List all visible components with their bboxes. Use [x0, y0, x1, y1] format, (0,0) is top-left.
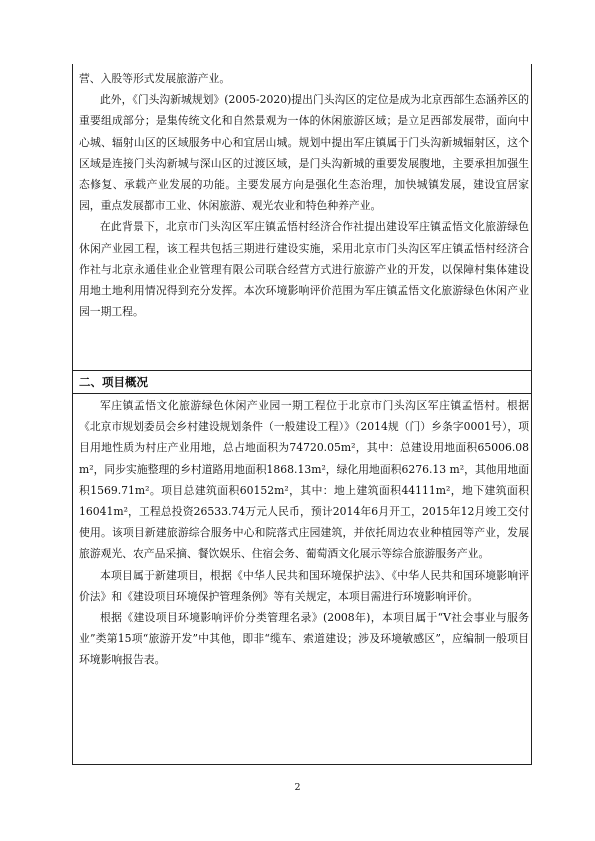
paragraph: 营、入股等形式发展旅游产业。 [79, 72, 231, 85]
paragraph: 本项目属于新建项目，根据《中华人民共和国环境保护法》、《中华人民共和国环境影响评价法》和《建设项目环境保护管理条例》等有关规定，本项目需进行环境影响评价。 [79, 568, 529, 603]
section-title: 二、项目概况 [79, 375, 148, 389]
page-number: 2 [294, 782, 301, 793]
paragraph: 军庄镇孟悟文化旅游绿色休闲产业园一期工程位于北京市门头沟区军庄镇孟悟村。根据《北京市规划委员会乡村建设规划条件（一般建设工程）》（2014规（门）乡条字0001号），项目用地性质为村庄产业用地，总占地面积为74720.05m²，其中：总建设用地面积65006.08 m²，同步实施整理的乡村道路用地面积1868.13m²，绿化用地面积6276.13 m²，其他用地面积1569.71m²。项目总建筑面积60152m²，其中：地上建筑面积44111m²，地下建筑面积16041m²，工程总投资26533.74万元人民币，预计2014年6月开工，2015年12月竣工交付使用。该项目新建旅游综合服务中心和院落式庄园建筑，并依托周边农业种植园等产业，发展旅游观光、农产品采摘、餐饮娱乐、住宿会务、葡萄酒文化展示等综合旅游服务产业。 [79, 399, 529, 561]
paragraph: 根据《建设项目环境影响评价分类管理名录》(2008年)，本项目属于“V社会事业与服务业”类第15项“旅游开发”中其他，即非“缆车、索道建设；涉及环境敏感区”，应编制一般项目环境影响报告表。 [79, 611, 529, 667]
document-table-frame [72, 64, 532, 765]
paragraph: 在此背景下，北京市门头沟区军庄镇孟悟村经济合作社提出建设军庄镇孟悟文化旅游绿色休闲产业园工程，该工程共包括三期进行建设实施，采用北京市门头沟区军庄镇孟悟村经济合作社与北京永通佳业企业管理有限公司联合经营方式进行旅游产业的开发，以保障村集体建设用地土地利用情况得到充分发挥。本次环境影响评价范围为军庄镇孟悟文化旅游绿色休闲产业园一期工程。 [79, 220, 529, 319]
text-block-project-overview [79, 395, 529, 671]
section-header-row [73, 370, 531, 394]
text-block-background [79, 68, 529, 322]
paragraph: 此外，《门头沟新城规划》(2005-2020)提出门头沟区的定位是成为北京西部生态涵养区的重要组成部分；是集传统文化和自然景观为一体的休闲旅游区域；是立足西部发展带，面向中心城、辐射山区的区域服务中心和宜居山城。规划中提出军庄镇属于门头沟新城辐射区，这个区域是连接门头沟新城与深山区的过渡区域，是门头沟新城的重要发展腹地，主要承担加强生态修复、承载产业发展的功能。主要发展方向是强化生态治理，加快城镇发展，建设宜居家园，重点发展都市工业、休闲旅游、观光农业和特色种养产业。 [79, 93, 529, 213]
